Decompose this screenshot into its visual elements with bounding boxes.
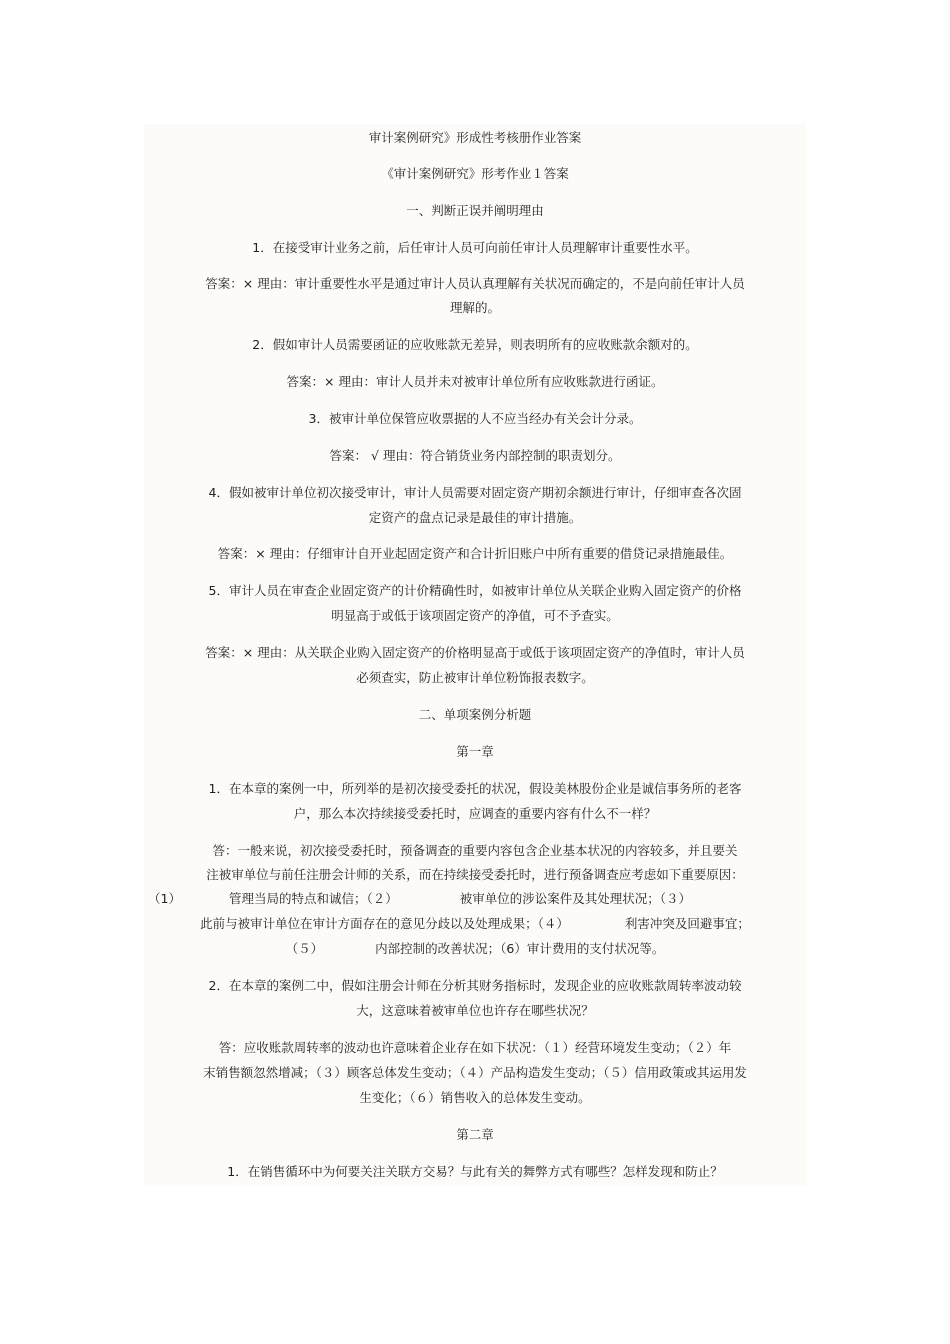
section-heading-2: 二、单项案例分析题 xyxy=(418,707,532,722)
question-5-line-1: 5．审计人员在审查企业固定资产的计价精确性时，如被审计单位从关联企业购入固定资产的价格 xyxy=(208,583,742,598)
answer-4: 答案：× 理由：仔细审计自开业起固定资产和合计折旧账户中所有重要的借贷记录措施最佳。 xyxy=(217,546,733,561)
list-text-5-6: 内部控制的改善状况；（6）审计费用的支付状况等。 xyxy=(375,941,665,956)
question-4-line-2: 定资产的盘点记录是最佳的审计措施。 xyxy=(368,510,582,525)
answer-2: 答案：× 理由：审计人员并未对被审计单位所有应收账款进行函证。 xyxy=(286,374,664,389)
ch1-answer-1-line-3 xyxy=(148,890,810,908)
ch1-answer-2-line-2: 末销售额忽然增减；（３）顾客总体发生变动；（４）产品构造发生变动；（５）信用政策或其运用发 xyxy=(203,1065,747,1080)
ch1-question-2-line-2: 大，这意味着被审单位也许存在哪些状况？ xyxy=(356,1003,594,1018)
list-text-3-4: 此前与被审计单位在审计方面存在的意见分歧以及处理成果；（４） xyxy=(200,916,569,931)
answer-5-line-1: 答案：× 理由：从关联企业购入固定资产的价格明显高于或低于该项固定资产的净值时，审计人员 xyxy=(205,645,745,660)
ch1-answer-1-line-4 xyxy=(144,915,806,933)
list-text-4: 利害冲突及回避事宜； xyxy=(624,916,750,931)
list-marker-5: （５） xyxy=(285,941,324,956)
question-4-line-1: 4．假如被审计单位初次接受审计，审计人员需要对固定资产期初余额进行审计，仔细审查各次固 xyxy=(208,485,742,500)
question-2: 2．假如审计人员需要函证的应收账款无差异，则表明所有的应收账款余额对的。 xyxy=(252,337,698,352)
document-title: 审计案例研究》形成性考核册作业答案 xyxy=(368,130,582,145)
ch1-answer-2-line-1: 答：应收账款周转率的波动也许意味着企业存在如下状况：（１）经营环境发生变动；（２）年 xyxy=(218,1040,732,1055)
ch1-question-2-line-1: 2．在本章的案例二中，假如注册会计师在分析其财务指标时，发现企业的应收账款周转率波动较 xyxy=(208,978,742,993)
ch2-question-1: 1．在销售循环中为何要关注关联方交易？与此有关的舞弊方式有哪些？怎样发现和防止？ xyxy=(227,1164,723,1179)
ch1-answer-2-line-3: 生变化；（６）销售收入的总体发生变动。 xyxy=(359,1090,591,1105)
question-3: 3．被审计单位保管应收票据的人不应当经办有关会计分录。 xyxy=(308,411,642,426)
ch1-answer-1-line-5 xyxy=(144,940,806,958)
section-heading-1: 一、判断正误并阐明理由 xyxy=(406,203,544,218)
list-text-1-2: 管理当局的特点和诚信；（２） xyxy=(228,891,398,906)
chapter-2-heading: 第二章 xyxy=(456,1127,494,1142)
ch1-answer-1-line-1: 答：一般来说，初次接受委托时，预备调查的重要内容包含企业基本状况的内容较多，并且要关 xyxy=(212,843,738,858)
answer-1-line-2: 理解的。 xyxy=(449,300,500,315)
document-page xyxy=(144,124,806,1186)
answer-1-line-1: 答案：× 理由：审计重要性水平是通过审计人员认真理解有关状况而确定的，不是向前任审计人员 xyxy=(205,276,745,291)
ch1-answer-1-line-2: 注被审单位与前任注册会计师的关系，而在持续接受委托时，进行预备调查应考虑如下重要原因： xyxy=(206,867,744,882)
question-5-line-2: 明显高于或低于该项固定资产的净值，可不予查实。 xyxy=(331,608,619,623)
answer-3: 答案： √ 理由：符合销货业务内部控制的职责划分。 xyxy=(329,448,621,463)
ch1-question-1-line-1: 1．在本章的案例一中，所列举的是初次接受委托的状况，假设美林股份企业是诚信事务所的老客 xyxy=(208,781,742,796)
question-1: 1．在接受审计业务之前，后任审计人员可向前任审计人员理解审计重要性水平。 xyxy=(252,240,698,255)
chapter-1-heading: 第一章 xyxy=(456,744,494,759)
ch1-question-1-line-2: 户，那么本次持续接受委托时，应调查的重要内容有什么不一样？ xyxy=(293,806,657,821)
list-text-2-3: 被审单位的涉讼案件及其处理状况；（３） xyxy=(459,891,691,906)
list-marker-1: （1） xyxy=(148,891,181,906)
assignment-subtitle: 《审计案例研究》形考作业１答案 xyxy=(381,166,569,181)
answer-5-line-2: 必须查实，防止被审计单位粉饰报表数字。 xyxy=(356,670,594,685)
